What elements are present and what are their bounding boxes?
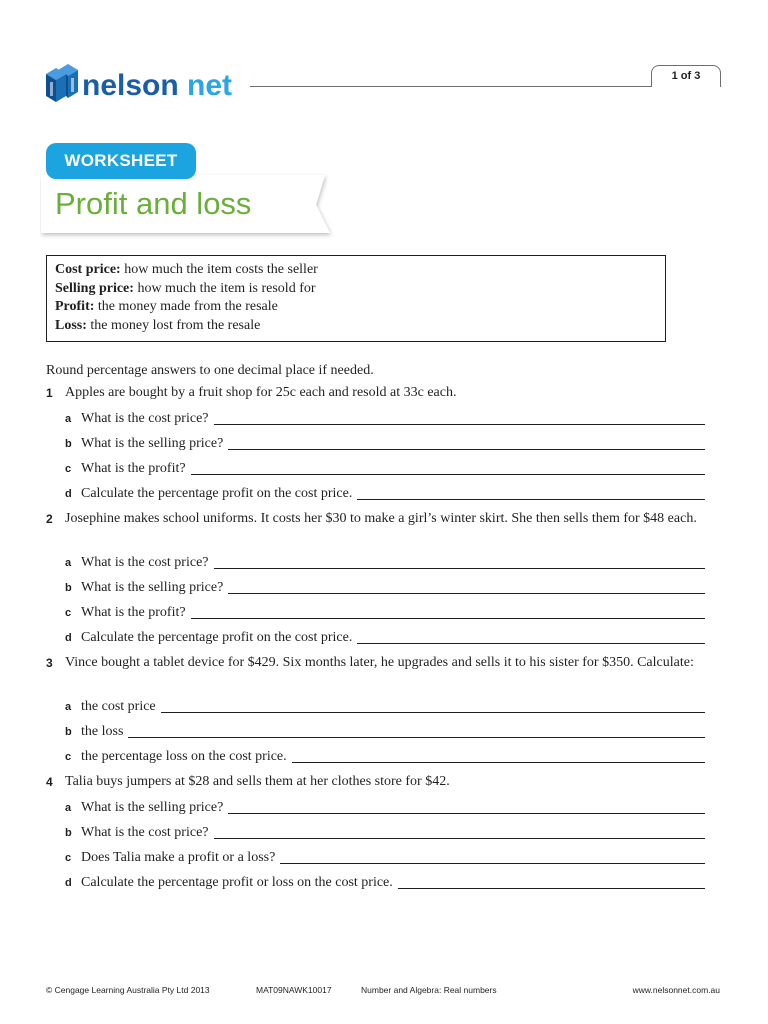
part-label: a [65,557,72,569]
question-number: 3 [46,656,53,670]
question-part [65,460,705,478]
question-number: 4 [46,775,53,789]
answer-line[interactable] [214,423,705,425]
question-part [65,698,705,716]
footer-code: MAT09NAWK10017 [256,985,332,995]
part-label: d [65,877,72,889]
part-text: What is the cost price? [81,825,209,840]
part-label: b [65,438,72,450]
answer-line[interactable] [357,642,705,644]
part-label: a [65,701,72,713]
answer-line[interactable] [292,761,705,763]
part-text: the loss [81,724,124,739]
answer-line[interactable] [128,736,705,738]
answer-line[interactable] [161,711,705,713]
page-indicator: 1 of 3 [651,65,721,87]
part-text: What is the selling price? [81,800,224,815]
part-text: What is the selling price? [81,580,224,595]
question-part [65,604,705,622]
part-text: Calculate the percentage profit or loss on the cost price. [81,875,393,890]
definition-cost-price: Cost price: how much the item costs the seller [55,262,318,277]
question-part [65,723,705,741]
part-text: Calculate the percentage profit on the cost price. [81,630,353,645]
part-label: a [65,802,72,814]
definition-loss: Loss: the money lost from the resale [55,317,261,333]
definition-profit: Profit: the money made from the resale [55,299,278,314]
part-label: c [65,463,72,475]
definition-selling-price: Selling price: how much the item is resold for [55,280,316,296]
part-label: b [65,827,72,839]
part-label: c [65,852,72,864]
part-label: d [65,488,72,500]
question-part [65,849,705,867]
part-text: What is the cost price? [81,411,209,426]
footer-copyright: © Cengage Learning Australia Pty Ltd 2013 [46,985,210,995]
part-text: Calculate the percentage profit on the cost price. [81,486,353,501]
answer-line[interactable] [228,812,705,814]
question-part [65,629,705,647]
answer-line[interactable] [191,473,705,475]
question-text: Talia buys jumpers at $28 and sells them at her clothes store for $42. [65,774,450,789]
answer-line[interactable] [228,592,705,594]
question-part [65,579,705,597]
footer-strand: Number and Algebra: Real numbers [361,985,497,995]
part-label: c [65,607,72,619]
part-text: the cost price [81,699,156,714]
logo-cube-icon [44,62,254,108]
footer [46,985,720,999]
nelsonnet-logo [44,62,254,108]
question-number: 1 [46,386,53,400]
question-text: Josephine makes school uniforms. It costs her $30 to make a girl’s winter skirt. She then sells them for $48 each. [65,511,697,526]
question-text: Vince bought a tablet device for $429. Six months later, he upgrades and sells it to his sister for $350. Calculate: [65,655,694,670]
answer-line[interactable] [398,887,705,889]
question-part [65,748,705,766]
question-part [65,824,705,842]
question-text: Apples are bought by a fruit shop for 25c each and resold at 33c each. [65,385,457,400]
answer-line[interactable] [214,567,705,569]
page-title: Profit and loss [55,186,252,221]
part-text: Does Talia make a profit or a loss? [81,850,276,865]
answer-line[interactable] [357,498,705,500]
part-text: What is the profit? [81,461,186,476]
answer-line[interactable] [191,617,705,619]
answer-line[interactable] [214,837,705,839]
part-text: What is the cost price? [81,555,209,570]
question-part [65,799,705,817]
question-part [65,554,705,572]
question-part [65,435,705,453]
question-part [65,410,705,428]
part-label: d [65,632,72,644]
part-label: b [65,726,72,738]
part-text: What is the selling price? [81,436,224,451]
question-number: 2 [46,512,53,526]
footer-website[interactable]: www.nelsonnet.com.au [632,985,720,995]
question-part [65,485,705,503]
part-text: the percentage loss on the cost price. [81,749,287,764]
svg-text:net: net [187,69,232,102]
part-label: c [65,751,72,763]
worksheet-tag: WORKSHEET [46,143,196,179]
answer-line[interactable] [228,448,705,450]
part-text: What is the profit? [81,605,186,620]
header-rule [250,86,720,87]
answer-line[interactable] [280,862,705,864]
question-part [65,874,705,892]
definitions-box [46,255,666,342]
part-label: b [65,582,72,594]
instruction: Round percentage answers to one decimal place if needed. [46,363,374,378]
part-label: a [65,413,72,425]
svg-text:nelson: nelson [82,69,179,102]
